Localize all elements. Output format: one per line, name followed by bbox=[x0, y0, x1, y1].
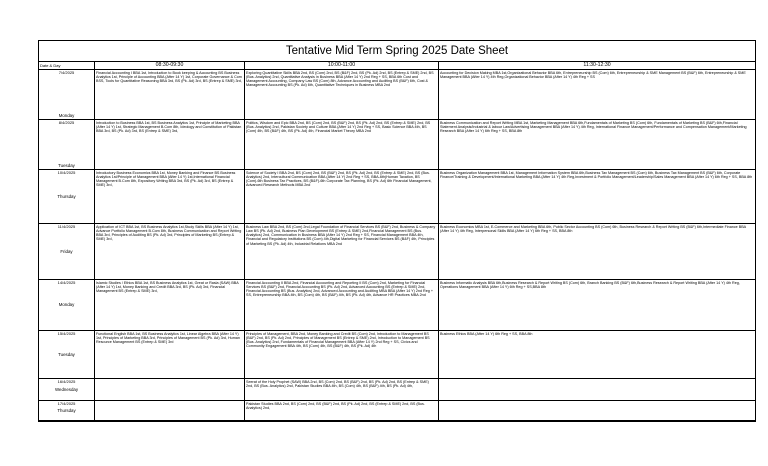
slot-3-papers: Accounting for Decision Making MBA 1st,Organizational Behavior BBA 6th, Entrepreneurship BS (Com) 6th, Entrepreneurship & SME Management BS (B&F) 6th, Entrepreneurship & SME Management BBA (After 14 Y) 4th Reg,Organizational Behavior BBA (After 14 Y) 4th Reg + SS bbox=[439, 70, 755, 120]
header-slot-3: 11:30-12:30 bbox=[439, 62, 755, 70]
slot-1-papers bbox=[95, 401, 245, 421]
slot-3-papers bbox=[439, 379, 755, 401]
slot-2-papers: Pakistan Studies BBA 2nd, BS (Com) 2nd, BS (B&F) 2nd, BS (Pk. Ad) 2nd, BS (Entrep & SME) 2nd, BS (Bus. Analytics) 2nd, bbox=[245, 401, 439, 421]
date-day-cell bbox=[39, 379, 95, 401]
slot-2-papers: Seerat of the Holy Prophet (SAW) BBA 2nd, BS (Com) 2nd, BS (B&F) 2nd, BS (Pk. Ad) 2nd, BS (Entrep & SME) 2nd, BS (Bus. Analytics) 2nd, Pakistan Studies BBA 4th, BS (Com) 4th, BS (B&F) 4th, BS (Pk. Ad) 4th, bbox=[245, 379, 439, 401]
exam-day: Monday bbox=[58, 113, 75, 119]
date-day-cell bbox=[39, 70, 95, 120]
exam-date: 16/4/2025 bbox=[57, 379, 76, 384]
slot-1-papers: Introduction to Business BBA 1st, BS Business Analytics 1st, Principle of Marketing BBA (After 14 Y) 1st, Strategic Management B.Com 8th, Ideology and Constitution of Pakistan BBA 3rd, BS (Pk. Ad) 3rd, BS (Entrep & SME) 3rd, bbox=[95, 120, 245, 170]
exam-date: 7/4/2025 bbox=[58, 70, 75, 75]
slot-3-papers: Business Economics MBA 1st, E-Commerce and Marketing BBA 6th, Public Sector Accounting BS (Com) 6th, Business Research & Report Writing BS (B&F) 6th,Intermediate Finance BBA (After 14 Y) 4th Reg, Interpersonal Skills BBA (After 14 Y) 6th Reg + SS, BBA 8th bbox=[439, 224, 755, 280]
date-day-cell bbox=[39, 224, 95, 280]
slot-1-papers: Functional English BBA 1st, BS Business Analytics 1st, Linear Algebra BBA (After 14 Y) 1st, Principles of Marketing BBA 3rd, Principles of Management BS (Pk. Ad) 3rd, Human Resource Management BS (Entrep & SME) 3rd bbox=[95, 331, 245, 379]
slot-3-papers: Business Informatic Analysis BBA 6th,Business Research & Report Writing BS (Com) 6th, Branch Banking BS (B&F) 6th,Business Research & Report Writing BBA (After 14 Y) 4th Reg, Operations Management BBA (After 14 Y) 6th Reg + SS,BBA 8th bbox=[439, 280, 755, 331]
date-day-cell bbox=[39, 120, 95, 170]
sheet-title: Tentative Mid Term Spring 2025 Date Sheet bbox=[39, 41, 755, 62]
exam-date: 17/4/2025 bbox=[57, 401, 76, 406]
header-slot-2: 10:00-11:00 bbox=[245, 62, 439, 70]
slot-1-papers: Islamic Studies / Ethics BBA 1st, BS Business Analytics 1st, Great ur Rasla (SAW) BBA (After 14 Y) 1st, Money Banking and Credit BBA 3rd, BS (Pk. Ad) 3rd, Financial Management BS (Entrep & SME) 3rd, bbox=[95, 280, 245, 331]
exam-day: Wednesday bbox=[54, 386, 79, 392]
exam-date: 10/4/2025 bbox=[57, 170, 76, 175]
slot-1-papers: Financial Accounting I BBA 1st, Introduction to Book keeping & Accounting BS Business Analytics 1st, Principle of Accounting BBA (After 14 Y) 1st, Corporate Governance & Com BSS, Tools for Quantitative Reasoning BBA 3rd, BS (Pk. Ad) 3rd, BS (Entrep & SME) 3rd, bbox=[95, 70, 245, 120]
slot-1-papers bbox=[95, 379, 245, 401]
slot-1-papers: Application of ICT BBA 1st, BS Business Analytics 1st,Study Skills BBA (After 14 Y) 1st, Advance Portfolio Management B.Com 8th, Business Communication and Report Writing BBA 3rd, Principles of Auditing BS (Pk. Ad) 3rd, Principles of Marketing BS (Entrep & SME) 3rd, bbox=[95, 224, 245, 280]
slot-2-papers: Financial Accounting II BBA 2nd, Financial Accounting and Reporting II BS (Com) 2nd, Marketing for Financial Services BS (B&F) 2nd, Financial Accounting BS (Pk. Ad) 2nd, Advanced Accounting BS (Entrep & SME) 2nd, Financial Accounting BS (Bus. Analytics) 2nd, Advanced Accounting and Auditing MBA BBA (After 14 Y) 2nd Reg + SS, Entrepreneurship BBA 4th, BS (Com) 4th, BS (B&F) 4th, BS (Pk. Ad) 4th, Advance HR Practices MBA 2nd bbox=[245, 280, 439, 331]
slot-2-papers: Exploring Quantitative Skills BBA 2nd, BS (Com) 2nd, BS (B&F) 2nd, BS (Pk. Ad) 2nd, BS (Entrep & SME) 2nd, BS (Bus. Analytics) 2nd, Quantitative Analysis in Business BBA (After 14 Y) 2nd Reg + SS, BBA 6th Cost and Management Accounting, Company Law BS (Com) 8th, Advance Accounting and Auditing BS (B&F) 6th, Cost & Management Accounting BS (Pk. Ad) 6th, Quantitative Techniques in Business MBA 2nd bbox=[245, 70, 439, 120]
slot-2-papers: Business Law BBA 2nd, BS (Com) 2nd,Legal Foundation of Financial Services BS (B&F) 2nd, Business & Company Law BS (Pk. Ad) 2nd, Business Plan Development BS (Entrep & SME) 2nd,Financial Management BS (Bus. Analytics) 2nd, Communication in Business BBA (After 14 Y) 2nd Reg + SS, Financial Management BBA 4th, Financial and Regulatory Institutions BS (Com) 4th,Digital Marketing for Financial Services BS (B&F) 4th, Principles of Marketing BS (Pk. Ad) 4th, Industrial Relations MBA 2nd bbox=[245, 224, 439, 280]
exam-day: Thursday bbox=[57, 193, 76, 199]
exam-date: 15/4/2025 bbox=[57, 331, 76, 336]
header-slot-1: 08:30-09:30 bbox=[95, 62, 245, 70]
slot-1-papers: Introductory Business Economics BBA 1st, Money Banking and Finance BS Business Analytics 1st/Principle of Management BBA (After 14 Y) 1st,International Financial Management B.Com 8th, Expository Writing BBA 3rd, BS (Pk. Ad) 3rd, BS (Entrep & SME) 3rd, bbox=[95, 170, 245, 224]
slot-3-papers bbox=[439, 401, 755, 421]
exam-day: Tuesday bbox=[58, 351, 75, 357]
exam-date: 11/4/2025 bbox=[57, 224, 76, 229]
exam-day: Friday bbox=[60, 248, 73, 254]
date-day-cell bbox=[39, 280, 95, 331]
date-day-cell bbox=[39, 401, 95, 421]
date-day-cell bbox=[39, 331, 95, 379]
date-sheet-table bbox=[38, 40, 756, 422]
header-date-day: Date & Day bbox=[39, 62, 95, 70]
exam-day: Tuesday bbox=[58, 163, 75, 169]
exam-day: Thursday bbox=[57, 407, 76, 413]
slot-2-papers: Science of Society I BBA 2nd, BS (Com) 2nd, BS (B&F) 2nd, BS (Pk. Ad) 2nd, BS (Entrep & SME) 2nd, BS (Bus. Analytics) 2nd, Intercultural Communication BBA (After 14 Y) 2nd Reg + SS, BBA-6th(Human Taxation, BS (Com)-6th Business Tax Practices, BS (B&F)-6th Corporate Tax Planning, BS (Pk. Ad) 6th Financial Management, Advanced Research Methods MBA 2nd bbox=[245, 170, 439, 224]
date-day-cell bbox=[39, 170, 95, 224]
exam-date: 14/4/2025 bbox=[57, 280, 76, 285]
slot-3-papers: Business Ethics BBA (After 14 Y) 6th Reg + SS, BBA 8th bbox=[439, 331, 755, 379]
slot-2-papers: Politics, Wisdom and Epic BBA 2nd, BS (Com) 2nd, BS (B&F) 2nd, BS (Pk. Ad) 2nd, BS (Entrep & SME) 2nd, BS (Bus. Analytics) 2nd, Pakistan Society and Culture BBA (After 14 Y) 2nd Reg + SS, Basic Science BBA 4th, BS (Com) 4th, BS (B&F) 4th, BS (Pk. Ad) 4th, Financial Market Theory MBA 2nd bbox=[245, 120, 439, 170]
schedule-grid bbox=[39, 62, 755, 421]
slot-3-papers: Business Communication and Report Writing MBA 1st, Marketing Management BBA 6th,Fundamentals of Marketing BS (Com) 6th, Fundamentals of Marketing BS (B&F) 6th,Financial Statement Analysis/Industrial & labour Law/Advertising Management BBA (After 14 Y) 4th Reg, International Finance Management/Performance and Compensation Management/Marketing Research BBA (After 14 Y) 6th Reg + SS, BBA 8th bbox=[439, 120, 755, 170]
exam-date: 8/4/2025 bbox=[58, 120, 75, 125]
exam-day: Monday bbox=[58, 302, 75, 308]
slot-3-papers: Business Organization Management BBA 1st, Management Information System BBA 6th,Business Tax Management BS (Com) 6th, Business Tax Management BS (B&F) 6th, Corporate Finance/Training & Development/International Marketing BBA (After 14 Y) 4th Reg,Investment & Portfolio Management/Leadership/Sales Management BBA (After 14 Y) 6th Reg + SS, BBA 8th bbox=[439, 170, 755, 224]
slot-2-papers: Principles of Management, BBA 2nd, Money Banking and Credit BS (Com) 2nd, Introduction to Management BS (B&F) 2nd, BS (Pk. Ad) 2nd, Principles of Management BS (Entrep & SME) 2nd, Introduction to Management BS (Bus. Analytics) 2nd, Fundamentals of Financial Management BBA (After 14 Y) 2nd Reg + SS, Civics and Community Engagement BBA 4th, BS (Com) 4th, BS (B&F) 4th, BS (Pk. Ad) 4th bbox=[245, 331, 439, 379]
